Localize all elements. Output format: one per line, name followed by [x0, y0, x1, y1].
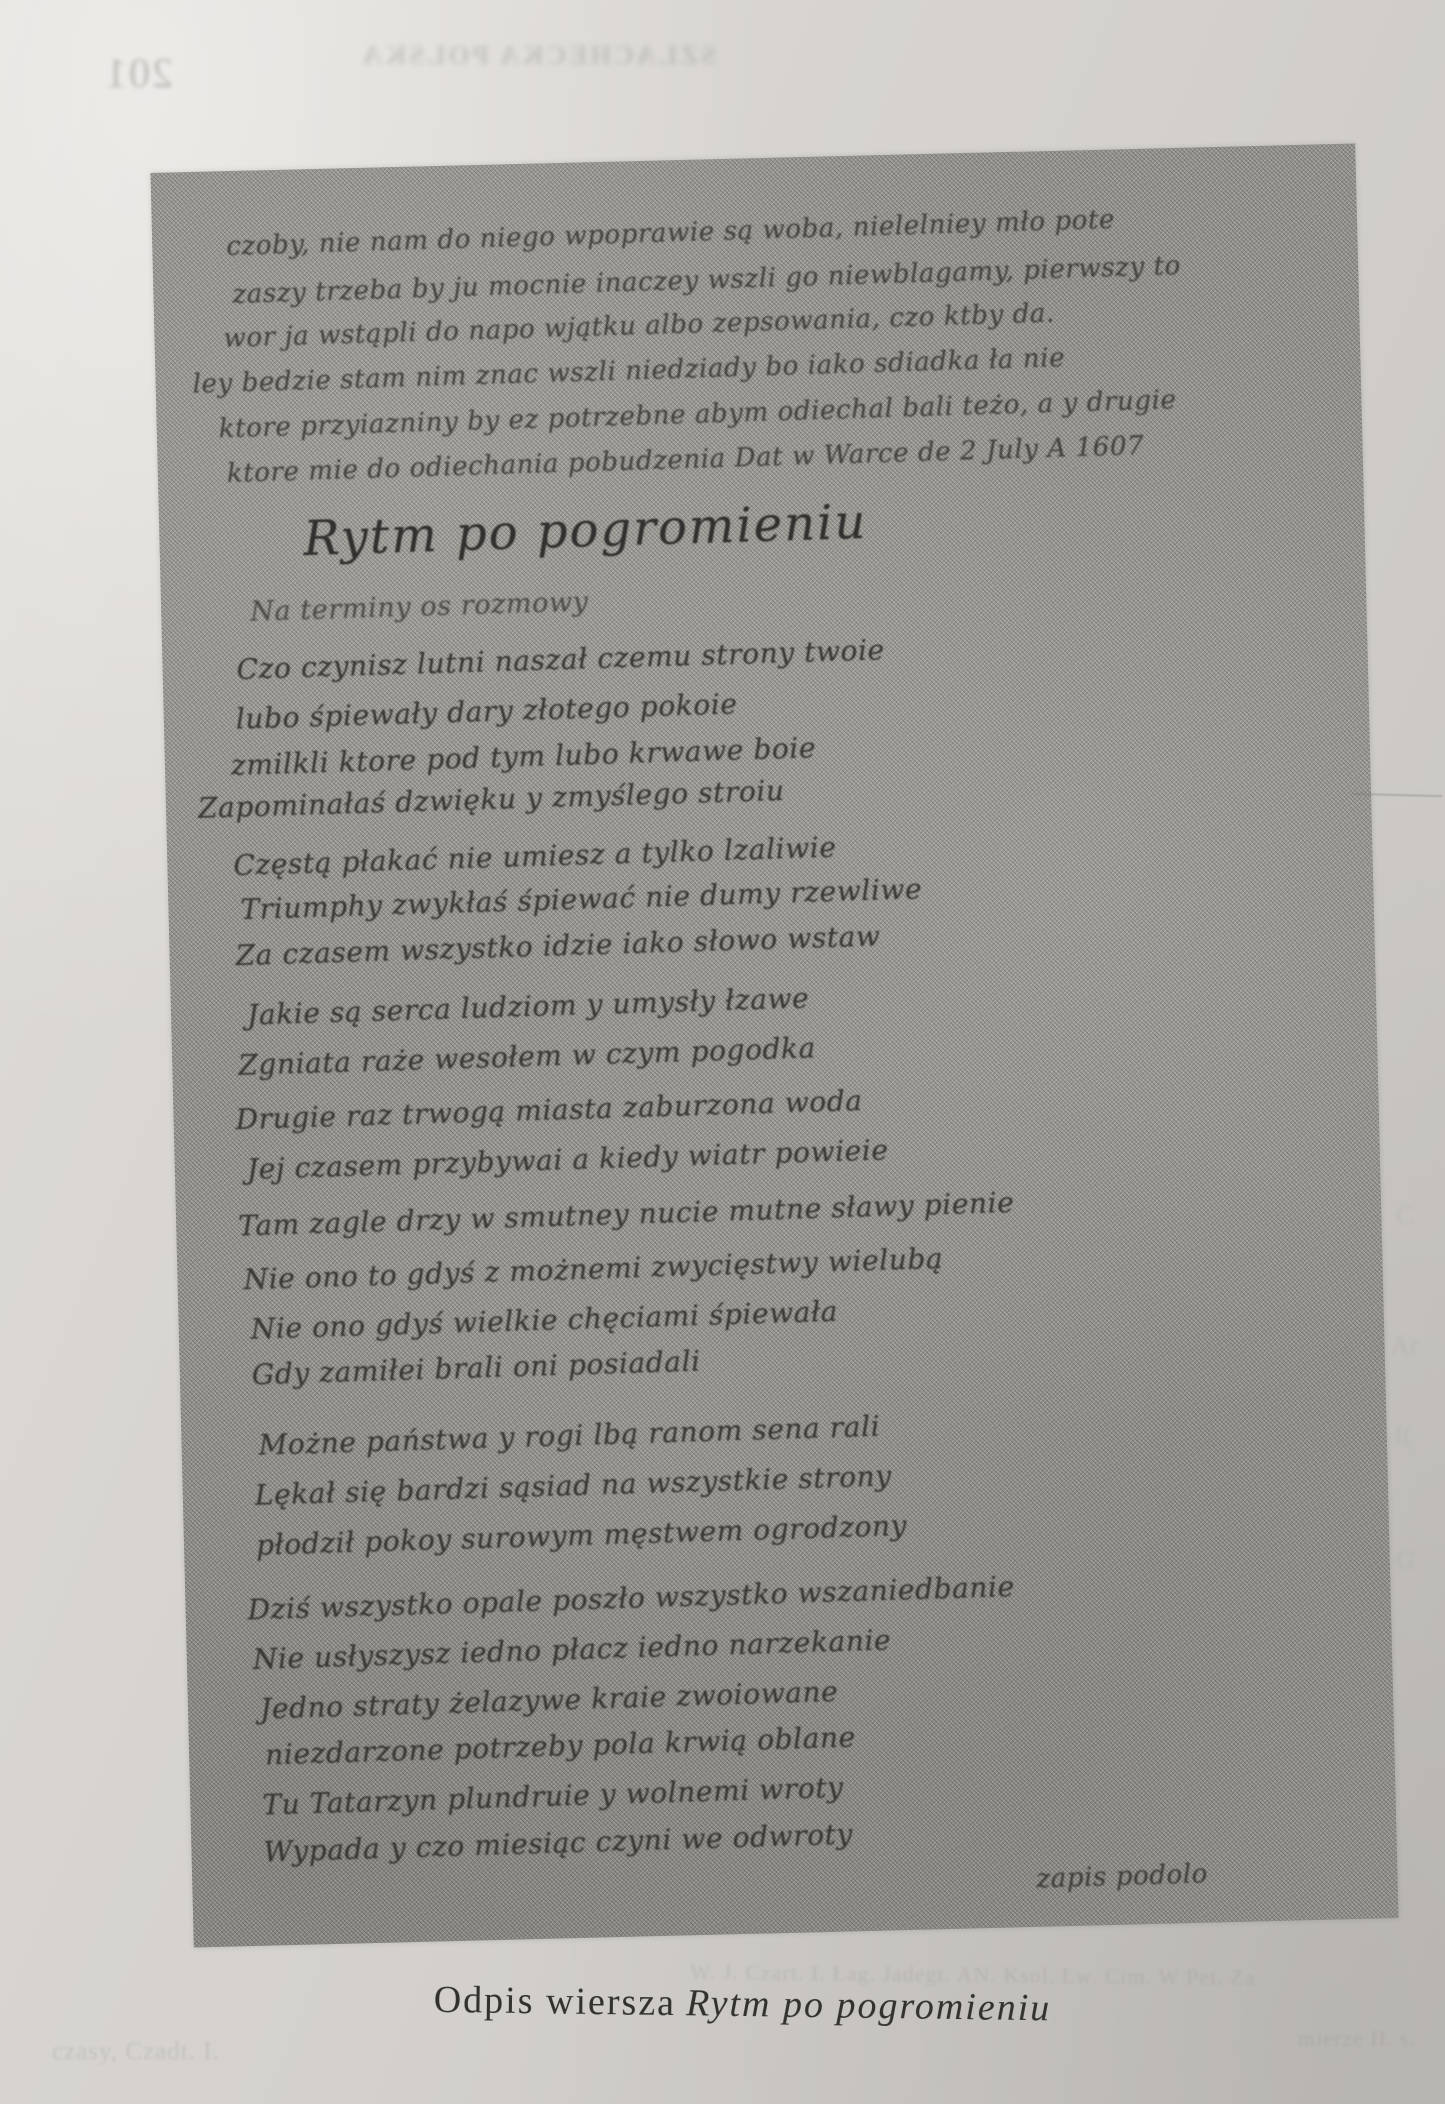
poem-line: niezdarzone potrzeby pola krwią oblane — [264, 1720, 857, 1772]
poem-line: Nie ono to gdyś z możnemi zwycięstwy wielubą — [243, 1241, 944, 1297]
poem-line: Wypada y czo miesiąc czyni we odwroty — [263, 1817, 854, 1869]
poem-line: Jedno straty żelazywe kraie zwoiowane — [259, 1674, 839, 1726]
caption-text: Odpis wiersza — [433, 1978, 677, 2025]
poem-line: Drugie raz trwogą miasta zaburzona woda — [235, 1083, 864, 1137]
poem-line: Tam zagle drzy w smutney nucie mutne sławy pienie — [237, 1185, 1015, 1243]
manuscript-title: Rytm po pogromieniu — [302, 493, 869, 568]
margin-ghost: C — [1396, 1200, 1415, 1230]
footnote-ghost: czasy, Czadt. I. — [52, 2038, 220, 2065]
poem-line: Dziś wszystko opale poszło wszystko wszaniedbanie — [247, 1569, 1016, 1627]
footnote-ghost: mierze II. s. — [1298, 2026, 1417, 2051]
poem-line: Czo czynisz lutni naszał czemu strony twoie — [236, 633, 886, 687]
page-number-ghost: 201 — [104, 51, 173, 97]
poem-line: Możne państwa y rogi lbą ranom sena rali — [258, 1409, 881, 1462]
poem-line: Za czasem wszystko idzie iako słowo wstaw — [235, 919, 881, 973]
manuscript-facsimile — [150, 144, 1398, 1948]
prose-line: ktore mie do odiechania pobudzenia Dat w Warce de 2 July A 1607 — [226, 430, 1145, 490]
caption-title-italic: Rytm po pogromieniu — [685, 1982, 1052, 2030]
prose-line: ley bedzie stam nim znac wszli niedziady bo iako sdiadka ła nie — [192, 343, 1066, 400]
poem-line: Gdy zamiłei brali oni posiadali — [251, 1344, 702, 1392]
running-header-ghost: SZLACHECKA POLSKA — [360, 40, 717, 70]
poem-line: Jej czasem przybywai a kiedy wiatr powieie — [246, 1133, 890, 1186]
poem-line: Tu Tatarzyn plundruie y wolnemi wroty — [261, 1770, 844, 1822]
prose-line: ktore przyiazniny by ez potrzebne abym odiechal bali teżo, a y drugie — [218, 385, 1177, 445]
poem-line: lubo śpiewały dary złotego pokoie — [235, 687, 738, 736]
poem-line: płodził pokoy surowym męstwem ogrodzony — [255, 1508, 908, 1562]
prose-line: zaszy trzeba by ju mocnie inaczey wszli go niewblagamy, pierwszy to — [232, 250, 1182, 310]
prose-line: czoby, nie nam do niego wpoprawie są woba, nielelniey mło pote — [225, 204, 1116, 262]
poem-line: Zapominałaś dzwięku y zmyślego stroiu — [197, 773, 786, 825]
manuscript-subtitle: Na terminy os rozmowy — [249, 586, 589, 628]
poem-line: Nie usłyszysz iedno płacz iedno narzekanie — [252, 1623, 892, 1676]
margin-ghost: I( — [1394, 1420, 1412, 1450]
poem-line: zmilkli ktore pod tym lubo krwawe boie — [230, 731, 817, 782]
poem-line: Jakie są serca ludziom y umysły łzawe — [246, 981, 810, 1032]
poem-line: Nie ono gdyś wielkie chęciami śpiewała — [250, 1294, 839, 1346]
prose-line: wor ja wstąpli do napo wjątku albo zepsowania, czo ktby da. — [223, 298, 1056, 354]
poem-line: Zgniata raże wesołem w czym pogodka — [237, 1031, 817, 1082]
poem-line: Częstą płakać nie umiesz a tylko lzaliwie — [232, 830, 837, 883]
footnote-ghost: W. J. Czart. I. Łag. Jadegt. AN. Ksol. Lw. Cim. W Pet. Za — [689, 1959, 1256, 1990]
margin-ghost: G — [1396, 1545, 1416, 1575]
poem-line: Triumphy zwykłaś śpiewać nie dumy rzewliwe — [240, 872, 923, 927]
margin-ghost: Ar — [1390, 1330, 1419, 1360]
manuscript-signature: zapis podolo — [1035, 1859, 1209, 1895]
poem-line: Lękał się bardzi sąsiad na wszystkie strony — [254, 1459, 893, 1512]
